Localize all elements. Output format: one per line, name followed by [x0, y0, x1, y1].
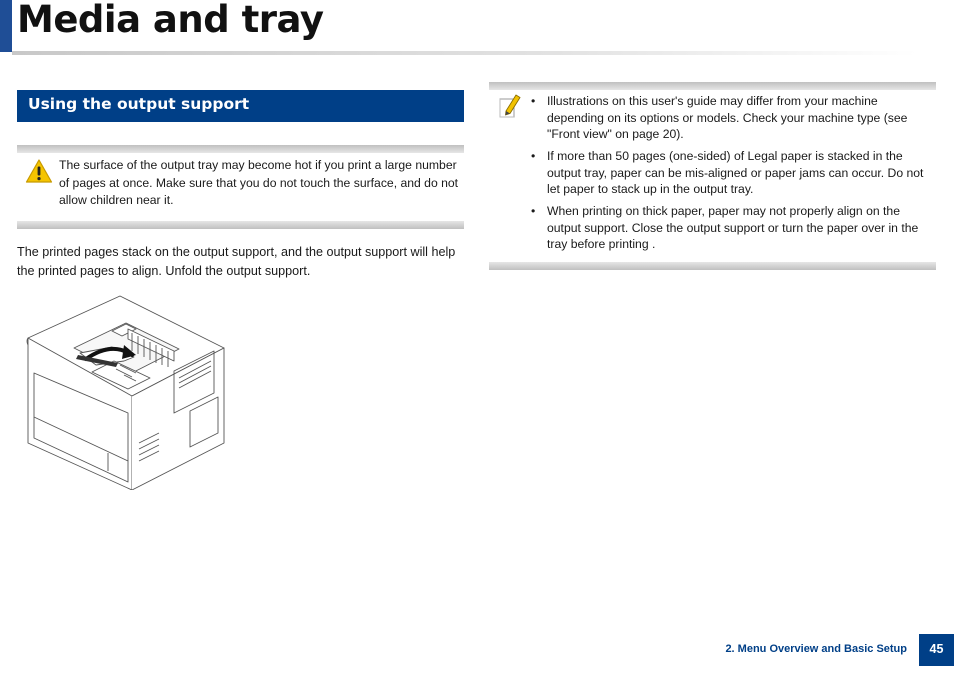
section-heading: Using the output support — [17, 90, 464, 122]
title-divider — [12, 51, 917, 55]
warning-triangle-icon — [25, 158, 53, 184]
body-paragraph: The printed pages stack on the output support, and the output support will help the printed pages to align. Unfold the output support. — [17, 245, 456, 278]
list-item: • Illustrations on this user's guide may differ from your machine depending on its options or models. Check your machine type (see "Front view" on page 20). — [531, 94, 908, 141]
memo-pencil-icon — [498, 93, 522, 119]
list-item: • When printing on thick paper, paper may not properly align on the output support. Close the output support or turn the paper over in the tray before printing . — [531, 204, 919, 251]
printer-output-support-illustration — [24, 293, 228, 490]
page-title: Media and tray — [17, 0, 324, 41]
list-item: • If more than 50 pages (one-sided) of Legal paper is stacked in the output tray, paper can be mis-aligned or paper jams can occur. Do not let paper to stack up in the output tray. — [531, 149, 924, 196]
callout-top-bar — [489, 82, 936, 90]
callout-bottom-bar — [17, 221, 464, 229]
page-number: 45 — [919, 634, 954, 666]
list-item-text: When printing on thick paper, paper may not properly align on the output support. Close the output support or turn the paper over in the tray before printing . — [547, 204, 919, 251]
callout-bottom-bar — [489, 262, 936, 270]
warning-callout — [17, 145, 464, 229]
callout-top-bar — [17, 145, 464, 153]
memo-callout — [489, 82, 936, 270]
footer-chapter-link[interactable]: 2. Menu Overview and Basic Setup — [725, 643, 907, 655]
warning-text: The surface of the output tray may become hot if you print a large number of pages at once. Make sure that you do not touch the surface, and do not allow children near it. — [59, 158, 459, 207]
list-item-text: If more than 50 pages (one-sided) of Legal paper is stacked in the output tray, paper can be mis-aligned or paper jams can occur. Do not let paper to stack up in the output tray. — [547, 149, 924, 196]
list-item-text: Illustrations on this user's guide may differ from your machine depending on its options or models. Check your machine type (see "Front view" on page 20). — [547, 94, 908, 141]
memo-list — [529, 93, 935, 258]
title-accent-bar — [0, 0, 12, 52]
